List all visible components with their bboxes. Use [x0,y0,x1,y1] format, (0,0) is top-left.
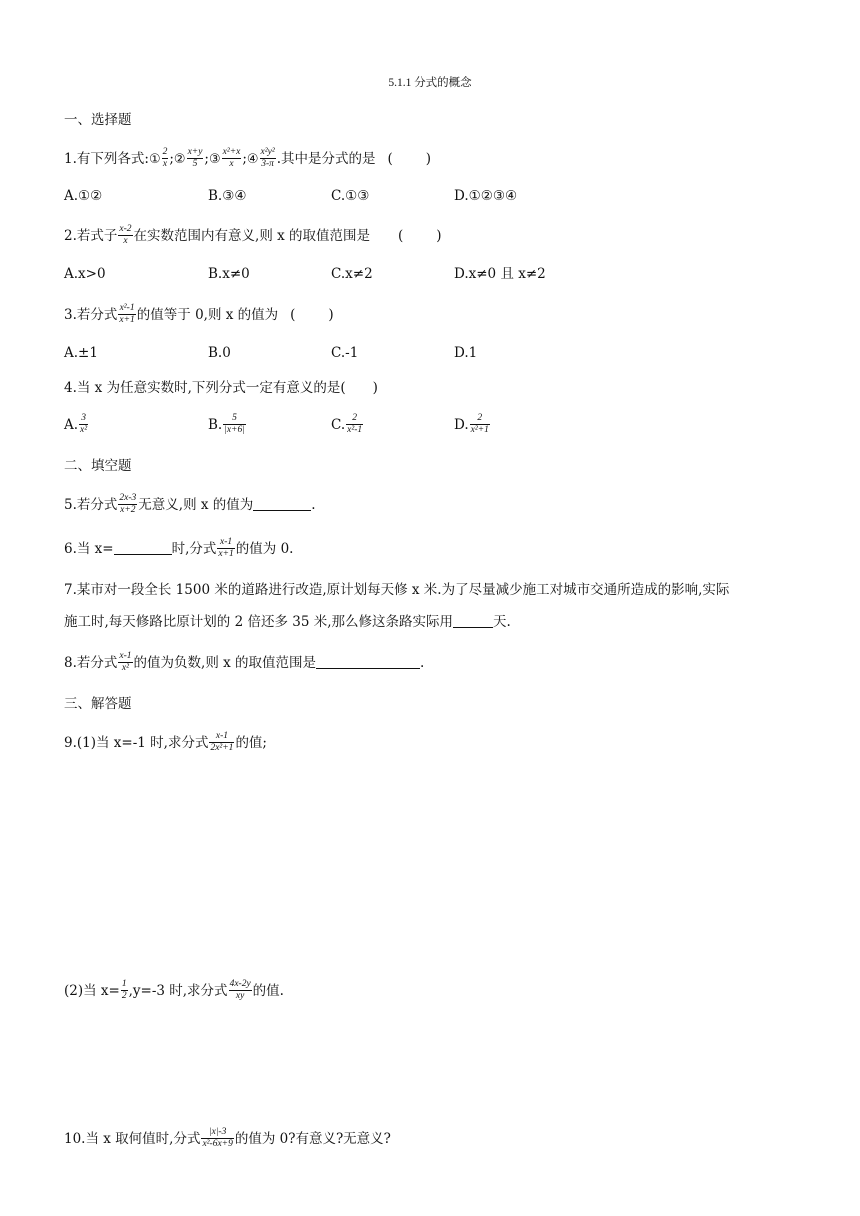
answer-blank[interactable] [316,654,420,669]
q9-fraction-2: $\frac{4x-2y}{xy}$ [229,979,251,1001]
q3-fraction: $\frac{\text{x²-1}}{x+1}$ [119,303,135,325]
circled-4: ④ [246,152,259,167]
q8-fraction: $\frac{x-1}{\text{x²}}$ [119,651,132,673]
circled-3: ③ [208,152,221,167]
q2-option-c: C.x≠2 [331,266,373,282]
section-heading-choice: 一、选择题 [64,112,132,128]
answer-paren: ( ) [290,307,336,323]
q1-option-a: A.①② [64,188,103,204]
answer-blank[interactable] [253,496,311,511]
q9-fraction-1: $\frac{x-1}{\text{2x²+1}}$ [210,731,234,753]
answer-blank[interactable] [114,540,172,555]
q3-option-b: B.0 [208,345,231,361]
q1-option-c: C.①③ [331,188,370,204]
question-7-line-1: 7.某市对一段全长 1500 米的道路进行改造,原计划每天修 x 米.为了尽量减少施工对城市交通所造成的影响,实际 [64,582,730,598]
q1-fraction-1: $\frac{2}{x}$ [162,147,168,169]
q6-fraction: $\frac{x-1}{x+1}$ [218,537,234,559]
answer-paren: ( ) [387,151,434,167]
q1-suffix: .其中是分式的是 [276,151,376,167]
q1-fraction-4: $\frac{\text{x²y²}}{3-\pi}$ [260,147,275,169]
q5-fraction: $\frac{2x-3}{x+2}$ [119,493,137,515]
q3-option-c: C.-1 [331,345,359,361]
section-heading-fill: 二、填空题 [64,458,132,474]
circled-2: ② [173,152,186,167]
q1-prefix: 1.有下列各式: [64,151,149,167]
q1-option-d: D.①②③④ [454,188,518,204]
question-8: 8.若分式 $\frac{x-1}{\text{x²}}$ 的值为负数,则 x 的取值范围是 . [64,651,425,673]
question-4: 4.当 x 为任意实数时,下列分式一定有意义的是( ) [64,380,378,396]
question-9-part-2: (2)当 x= $\frac{1}{2}$ ,y=-3 时,求分式 $\frac{4x-2y}{xy}$ 的值. [64,979,284,1001]
q2-option-a: A.x>0 [64,266,106,282]
answer-blank[interactable] [453,613,493,628]
question-5: 5.若分式 $\frac{2x-3}{x+2}$ 无意义,则 x 的值为 . [64,493,316,515]
q2-fraction: $\frac{x-2}{x}$ [119,224,132,246]
question-6: 6.当 x= 时,分式 $\frac{x-1}{x+1}$ 的值为 0. [64,537,294,559]
question-3: 3.若分式 $\frac{\text{x²-1}}{x+1}$ 的值等于 0,则 x 的值为 ( ) [64,303,336,325]
page-title: 5.1.1 分式的概念 [388,77,472,89]
question-7-line-2: 施工时,每天修路比原计划的 2 倍还多 35 米,那么修这条路实际用 天. [64,614,511,630]
q1-fraction-2: $\frac{x+y}{5}$ [187,147,203,169]
question-1: 1.有下列各式:① $\frac{2}{x}$ ;② $\frac{x+y}{5}$ ;③ $\frac{\text{x²+x}}{x}$ ;④ $\frac{\text{x²y²}}{3-\pi}$ .其中是分式的是 ( ) [64,147,434,169]
q1-option-b: B.③④ [208,188,247,204]
question-2: 2.若式子 $\frac{x-2}{x}$ 在实数范围内有意义,则 x 的取值范围是 ( ) [64,224,444,246]
section-heading-solve: 三、解答题 [64,696,132,712]
q3-option-d: D.1 [454,345,478,361]
q2-option-b: B.x≠0 [208,266,250,282]
circled-1: ① [148,152,161,167]
q4-option-a: A. $\frac{3}{\text{x²}}$ [64,413,88,435]
q9-x-fraction: $\frac{1}{2}$ [121,979,127,1001]
question-9-part-1: 9.(1)当 x=-1 时,求分式 $\frac{x-1}{\text{2x²+1}}$ 的值; [64,731,267,753]
q4-option-c: C. $\frac{2}{\text{x²-1}}$ [331,413,363,435]
q1-fraction-3: $\frac{\text{x²+x}}{x}$ [222,147,241,169]
q2-option-d: D.x≠0 且 x≠2 [454,266,546,282]
q3-option-a: A.±1 [64,345,98,361]
question-10: 10.当 x 取何值时,分式 $\frac{|x|-3}{\text{x²-6x+9}}$ 的值为 0?有意义?无意义? [64,1127,391,1149]
q4-option-b: B. $\frac{5}{|x+6|}$ [208,413,245,435]
q10-fraction: $\frac{|x|-3}{\text{x²-6x+9}}$ [202,1127,233,1149]
answer-paren: ( ) [398,228,444,244]
q4-option-d: D. $\frac{2}{\text{x²+1}}$ [454,413,489,435]
